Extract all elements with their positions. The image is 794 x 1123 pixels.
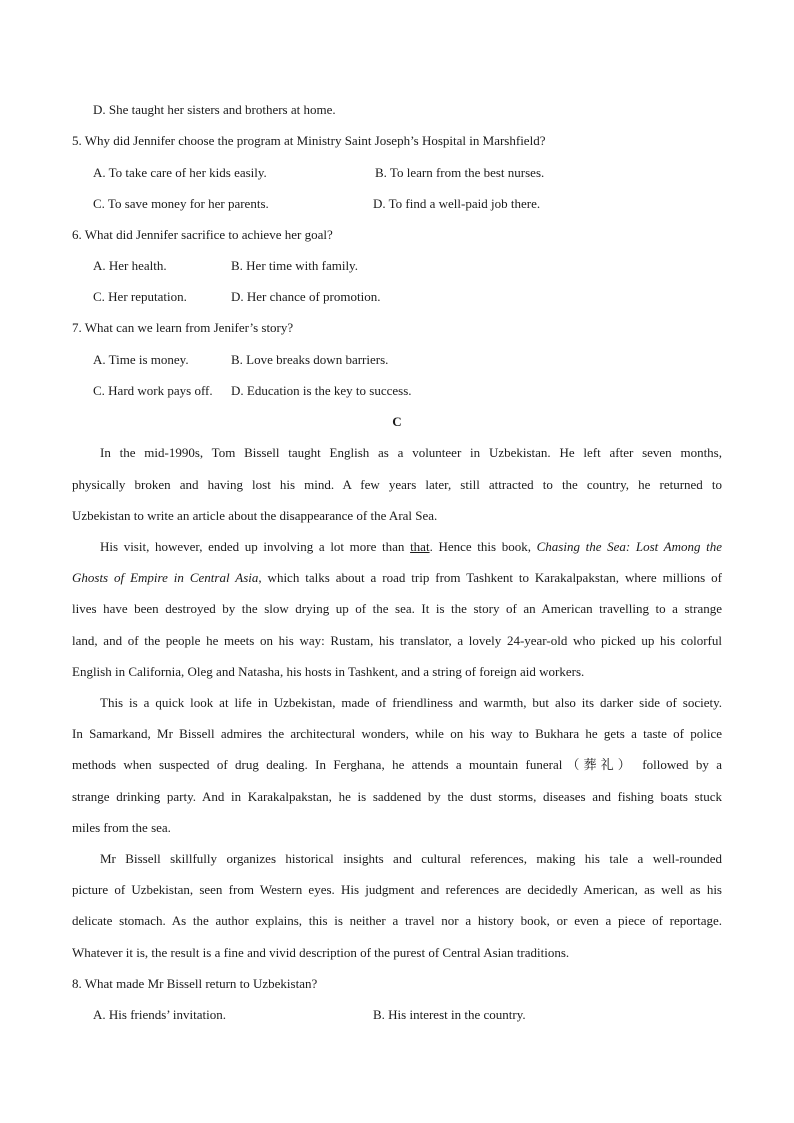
book-title: Chasing the Sea: Lost Among the bbox=[536, 539, 723, 554]
paragraph-4-line: Whatever it is, the result is a fine and vivid description of the purest of Central Asian traditions. bbox=[72, 945, 570, 960]
paragraph-1-line: physically broken and having lost his mind. A few years later, still attracted to the country, he returned to bbox=[72, 477, 722, 492]
paragraph-2-line bbox=[72, 570, 722, 586]
paragraph-4-line: delicate stomach. As the author explains, this is neither a travel nor a history book, or even a piece of reportage. bbox=[72, 913, 722, 928]
paragraph-2-text: His visit, however, ended up involving a lot more than bbox=[100, 539, 411, 554]
q7-option-a: A. Time is money. bbox=[93, 352, 189, 367]
paragraph-2-line: English in California, Oleg and Natasha, his hosts in Tashkent, and a string of foreign aid workers. bbox=[72, 664, 585, 679]
q4-option-d: D. She taught her sisters and brothers at home. bbox=[93, 102, 336, 117]
q6-option-c: C. Her reputation. bbox=[93, 289, 187, 304]
q7-question: 7. What can we learn from Jenifer’s story? bbox=[72, 320, 294, 335]
q5-question: 5. Why did Jennifer choose the program at Ministry Saint Joseph’s Hospital in Marshfield? bbox=[72, 133, 546, 148]
paragraph-3-line: In Samarkand, Mr Bissell admires the architectural wonders, while on his way to Bukhara he gets a taste of police bbox=[72, 726, 722, 741]
paragraph-2-line: land, and of the people he meets on his way: Rustam, his translator, a lovely 24-year-old who picked up his colorful bbox=[72, 633, 722, 648]
q5-option-a: A. To take care of her kids easily. bbox=[93, 165, 267, 180]
paragraph-3-line: strange drinking party. And in Karakalpakstan, he is saddened by the dust storms, diseases and fishing boats stuck bbox=[72, 789, 722, 804]
q5-option-d: D. To find a well-paid job there. bbox=[373, 196, 541, 211]
q5-option-b: B. To learn from the best nurses. bbox=[375, 165, 545, 180]
paragraph-2-text: . Hence this book, bbox=[429, 539, 537, 554]
paragraph-2-line bbox=[100, 539, 722, 555]
q5-option-c: C. To save money for her parents. bbox=[93, 196, 269, 211]
q8-option-b: B. His interest in the country. bbox=[373, 1007, 526, 1022]
paragraph-1-line: Uzbekistan to write an article about the disappearance of the Aral Sea. bbox=[72, 508, 438, 523]
q8-option-a: A. His friends’ invitation. bbox=[93, 1007, 226, 1022]
q7-option-d: D. Education is the key to success. bbox=[231, 383, 412, 398]
paragraph-3-line: miles from the sea. bbox=[72, 820, 171, 835]
paragraph-3-line: This is a quick look at life in Uzbekistan, made of friendliness and warmth, but also its darker side of society. bbox=[100, 695, 722, 710]
q7-option-b: B. Love breaks down barriers. bbox=[231, 352, 389, 367]
q6-option-b: B. Her time with family. bbox=[231, 258, 358, 273]
q6-question: 6. What did Jennifer sacrifice to achieve her goal? bbox=[72, 227, 333, 242]
q8-question: 8. What made Mr Bissell return to Uzbekistan? bbox=[72, 976, 318, 991]
paragraph-3-line: methods when suspected of drug dealing. In Ferghana, he attends a mountain funeral（葬礼） followed by a bbox=[72, 757, 722, 772]
underlined-word: that bbox=[410, 539, 430, 554]
q6-option-d: D. Her chance of promotion. bbox=[231, 289, 381, 304]
book-title: Ghosts of Empire in Central Asia bbox=[72, 570, 259, 585]
q7-option-c: C. Hard work pays off. bbox=[93, 383, 213, 398]
paragraph-2-text: , which talks about a road trip from Tashkent to Karakalpakstan, where millions of bbox=[258, 570, 722, 585]
paragraph-2-line: lives have been destroyed by the slow drying up of the sea. It is the story of an American travelling to a strange bbox=[72, 601, 722, 616]
section-heading: C bbox=[392, 414, 402, 429]
paragraph-1-line: In the mid-1990s, Tom Bissell taught English as a volunteer in Uzbekistan. He left after seven months, bbox=[100, 445, 722, 460]
paragraph-4-line: Mr Bissell skillfully organizes historical insights and cultural references, making his tale a well-rounded bbox=[100, 851, 722, 866]
q6-option-a: A. Her health. bbox=[93, 258, 167, 273]
paragraph-4-line: picture of Uzbekistan, seen from Western eyes. His judgment and references are decidedly American, as well as his bbox=[72, 882, 722, 897]
